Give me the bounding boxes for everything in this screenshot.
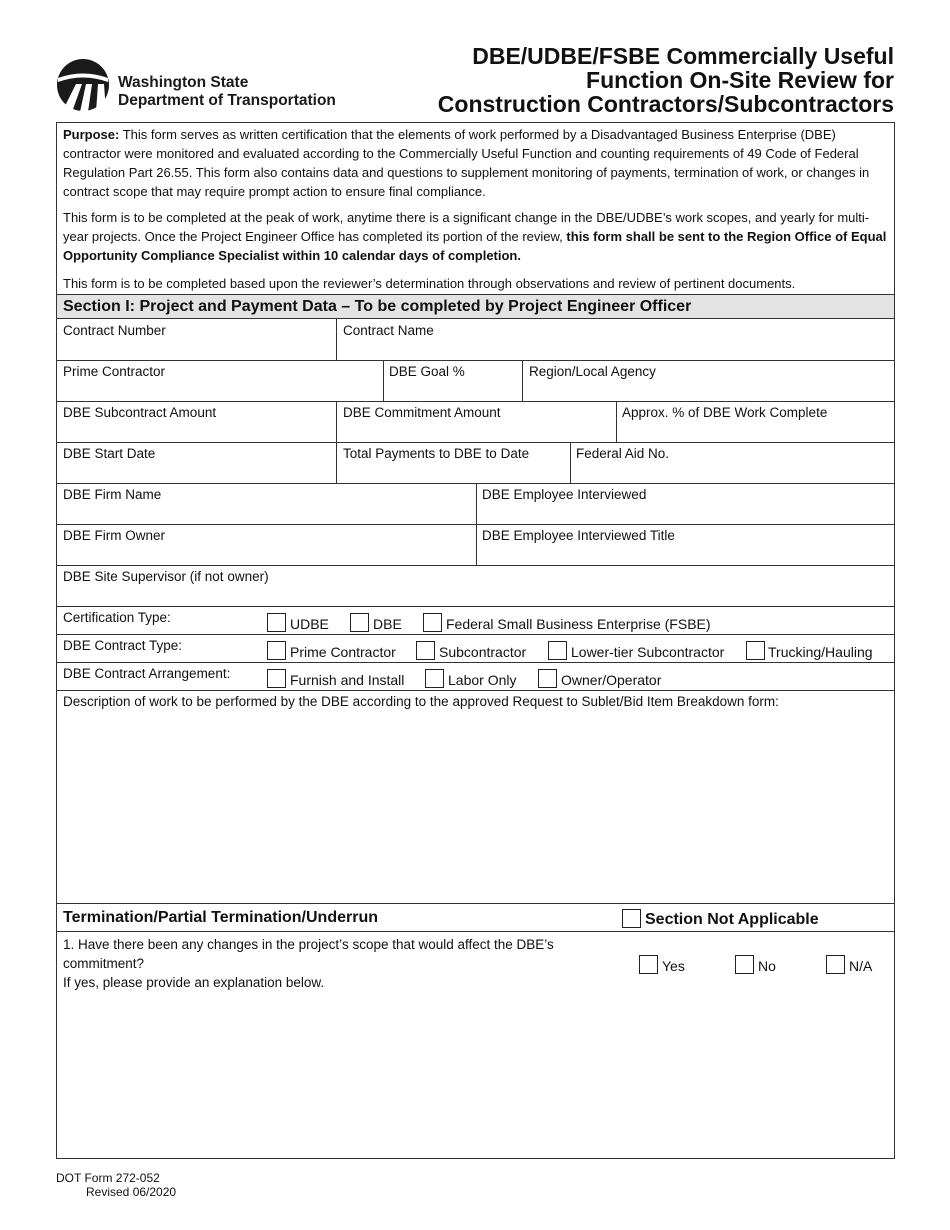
prime-contractor-label: Prime Contractor [290, 644, 396, 660]
form-title [438, 44, 894, 116]
arrangement-label: DBE Contract Arrangement: [63, 666, 231, 681]
wsdot-logo-icon [56, 58, 110, 112]
lower-tier-checkbox[interactable] [548, 641, 567, 660]
labor-only-label: Labor Only [448, 672, 517, 688]
dbe-label: DBE [373, 616, 402, 632]
subcontractor-checkbox[interactable] [416, 641, 435, 660]
question-1-text: 1. Have there been any changes in the project’s scope that would affect the DBE’s commitment? [63, 937, 554, 971]
column-divider [336, 401, 337, 442]
row-divider [57, 442, 894, 443]
row-divider [57, 931, 894, 932]
owner-operator-label: Owner/Operator [561, 672, 662, 688]
dbe-goal-field[interactable]: DBE Goal % [389, 364, 465, 379]
start-date-field[interactable]: DBE Start Date [63, 446, 156, 461]
form-footer [56, 1171, 176, 1199]
row-divider [57, 662, 894, 663]
title-line-3: Construction Contractors/Subcontractors [437, 91, 894, 117]
row-divider [57, 401, 894, 402]
timing-text: This form is to be completed at the peak of work, anytime there is a significant change in the DBE/UDBE’s work scopes, and yearly for multi-year projects. Once the Project Engineer Office has completed its portion of the review, [63, 210, 870, 244]
lower-tier-label: Lower-tier Subcontractor [571, 644, 725, 660]
section-1-header: Section I: Project and Payment Data – To be completed by Project Engineer Officer [57, 294, 894, 319]
work-complete-field[interactable]: Approx. % of DBE Work Complete [622, 405, 828, 420]
description-field[interactable]: Description of work to be performed by the DBE according to the approved Request to Sublet/Bid Item Breakdown form: [63, 694, 779, 709]
federal-aid-field[interactable]: Federal Aid No. [576, 446, 670, 461]
dbe-checkbox[interactable] [350, 613, 369, 632]
question-1-instruction: If yes, please provide an explanation below. [63, 975, 325, 990]
contract-type-label: DBE Contract Type: [63, 638, 183, 653]
revision-date: Revised 06/2020 [86, 1185, 177, 1199]
column-divider [476, 483, 477, 565]
subcontract-amount-field[interactable]: DBE Subcontract Amount [63, 405, 217, 420]
termination-header: Termination/Partial Termination/Underrun [63, 909, 378, 926]
purpose-label: Purpose: [63, 127, 120, 142]
basis-paragraph: This form is to be completed based upon the reviewer’s determination through observations and review of pertinent documents. [63, 276, 796, 291]
question-1 [63, 935, 603, 992]
na-checkbox[interactable] [826, 955, 845, 974]
employee-interviewed-field[interactable]: DBE Employee Interviewed [482, 487, 647, 502]
section-not-applicable-label: Section Not Applicable [645, 911, 819, 928]
row-divider [57, 360, 894, 361]
timing-bold-text: this form shall be sent to the Region Office of Equal Opportunity Compliance Specialist within 10 calendar days of completion. [63, 229, 887, 263]
commitment-amount-field[interactable]: DBE Commitment Amount [343, 405, 501, 420]
column-divider [336, 442, 337, 483]
total-payments-field[interactable]: Total Payments to DBE to Date [343, 446, 530, 461]
owner-operator-checkbox[interactable] [538, 669, 557, 688]
timing-paragraph [63, 208, 889, 265]
region-agency-field[interactable]: Region/Local Agency [529, 364, 656, 379]
udbe-label: UDBE [290, 616, 329, 632]
site-supervisor-field[interactable]: DBE Site Supervisor (if not owner) [63, 569, 269, 584]
prime-contractor-checkbox[interactable] [267, 641, 286, 660]
column-divider [522, 360, 523, 401]
udbe-checkbox[interactable] [267, 613, 286, 632]
fsbe-checkbox[interactable] [423, 613, 442, 632]
no-label: No [758, 958, 776, 974]
row-divider [57, 565, 894, 566]
prime-contractor-field[interactable]: Prime Contractor [63, 364, 166, 379]
yes-checkbox[interactable] [639, 955, 658, 974]
title-line-1: DBE/UDBE/FSBE Commercially Useful [472, 43, 894, 69]
row-divider [57, 903, 894, 904]
section-not-applicable-checkbox[interactable] [622, 909, 641, 928]
furnish-install-checkbox[interactable] [267, 669, 286, 688]
purpose-paragraph [63, 125, 889, 201]
firm-name-field[interactable]: DBE Firm Name [63, 487, 162, 502]
form-number: DOT Form 272-052 [56, 1171, 160, 1185]
subcontractor-label: Subcontractor [439, 644, 527, 660]
organization-name [118, 74, 336, 110]
column-divider [616, 401, 617, 442]
firm-owner-field[interactable]: DBE Firm Owner [63, 528, 166, 543]
trucking-checkbox[interactable] [746, 641, 765, 660]
employee-title-field[interactable]: DBE Employee Interviewed Title [482, 528, 675, 543]
yes-label: Yes [662, 958, 685, 974]
labor-only-checkbox[interactable] [425, 669, 444, 688]
org-line-1: Washington State [118, 74, 249, 91]
no-checkbox[interactable] [735, 955, 754, 974]
contract-number-field[interactable]: Contract Number [63, 323, 166, 338]
org-line-2: Department of Transportation [118, 92, 336, 109]
form-body [56, 122, 895, 1159]
certification-type-label: Certification Type: [63, 610, 171, 625]
fsbe-label: Federal Small Business Enterprise (FSBE) [446, 616, 711, 632]
row-divider [57, 634, 894, 635]
contract-name-field[interactable]: Contract Name [343, 323, 434, 338]
trucking-label: Trucking/Hauling [768, 644, 873, 660]
row-divider [57, 690, 894, 691]
title-line-2: Function On-Site Review for [586, 67, 894, 93]
na-label: N/A [849, 958, 873, 974]
row-divider [57, 606, 894, 607]
column-divider [336, 319, 337, 360]
form-header [0, 0, 950, 122]
purpose-text: This form serves as written certification that the elements of work performed by a Disadvantaged Business Enterprise (DBE) contractor were monitored and evaluated according to the Commercially Useful Function and counting requirements of 49 Code of Federal Regulation Part 26.55. This form also contains data and questions to supplement monitoring of payments, termination of work, or changes in contract scope that may require prompt action to ensure final compliance. [63, 127, 870, 199]
column-divider [383, 360, 384, 401]
column-divider [570, 442, 571, 483]
furnish-install-label: Furnish and Install [290, 672, 405, 688]
